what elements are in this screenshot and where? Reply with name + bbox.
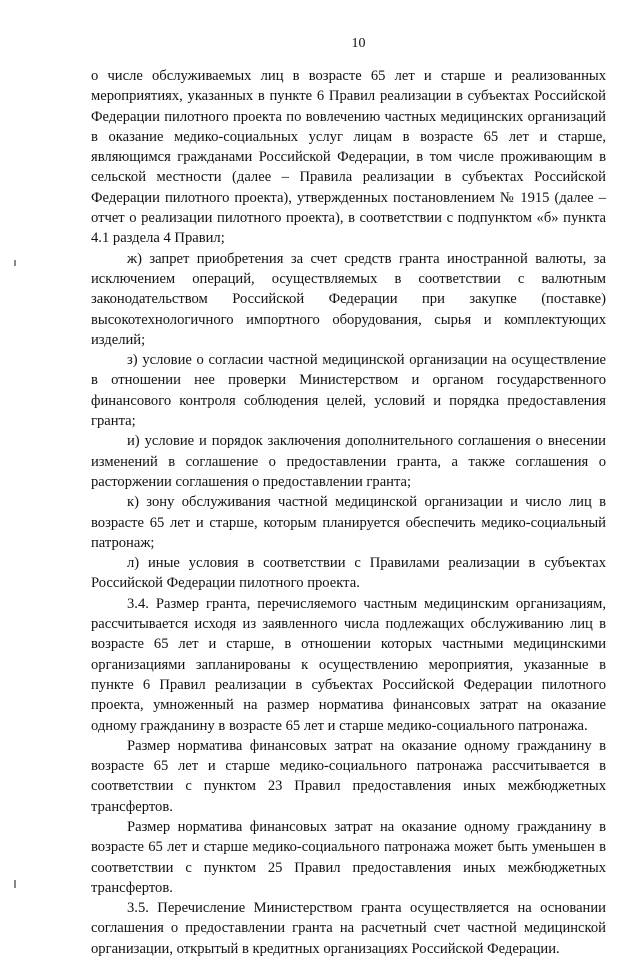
paragraph-item-i: и) условие и порядок заключения дополнительного соглашения о внесении изменений в соглашение о предоставлении гранта, а также соглашения о расторжении соглашения о предоставлении гранта;	[91, 433, 606, 490]
scan-margin-mark	[14, 260, 16, 266]
paragraph-3-4: 3.4. Размер гранта, перечисляемого частным медицинским организациям, рассчитывается исходя из заявленного числа подлежащих обслуживанию лиц в возрасте 65 лет и старше, в отношении которых частными медицинскими организациями запланированы к осуществлению мероприятия, указанные в пункте 6 Правил реализации в субъектах Российской Федерации пилотного проекта, умноженный на размер норматива финансовых затрат на оказание одному гражданину в возрасте 65 лет и старше медико-социального патронажа.	[91, 595, 606, 734]
paragraph-norm-calculation: Размер норматива финансовых затрат на оказание одному гражданину в возрасте 65 лет и старше медико-социального патронажа рассчитывается в соответствии с пунктом 23 Правил предоставления иных межбюджетных трансфертов.	[91, 737, 606, 815]
paragraph-norm-reduction: Размер норматива финансовых затрат на оказание одному гражданину в возрасте 65 лет и старше медико-социального патронажа может быть уменьшен в соответствии с пунктом 25 Правил предоставления иных межбюджетных трансфертов.	[91, 818, 606, 896]
paragraph-3-5: 3.5. Перечисление Министерством гранта осуществляется на основании соглашения о предоставлении гранта на расчетный счет частной медицинской организации, открытый в кредитных организациях Российской Федерации.	[91, 900, 606, 957]
page-number: 10	[351, 36, 366, 51]
paragraph-item-k: к) зону обслуживания частной медицинской организации и число лиц в возрасте 65 лет и старше, которым планируется обеспечить медико-социальный патронаж;	[91, 494, 606, 551]
paragraph-item-zh: ж) запрет приобретения за счет средств гранта иностранной валюты, за исключением операций, осуществляемых в соответствии с валютным законодательством Российской Федерации при закупке (поставке) высокотехнологичного импортного оборудования, сырья и комплектующих изделий;	[91, 250, 606, 348]
scan-margin-mark	[14, 880, 16, 888]
paragraph-continuation: о числе обслуживаемых лиц в возрасте 65 лет и старше и реализованных мероприятиях, указанных в пункте 6 Правил реализации в субъектах Российской Федерации пилотного проекта по вовлечению частных медицинских организаций в оказание медико-социальных услуг лицам в возрасте 65 лет и старше, являющимся гражданами Российской Федерации, в том числе проживающим в сельской местности (далее – Правила реализации в субъектах Российской Федерации пилотного проекта), утвержденных постановлением № 1915 (далее – отчет о реализации пилотного проекта), в соответствии с подпунктом «б» пункта 4.1 раздела 4 Правил;	[91, 68, 606, 247]
paragraph-item-z: з) условие о согласии частной медицинской организации на осуществление в отношении нее проверки Министерством и органом государственного финансового контроля соблюдения целей, условий и порядка предоставления гранта;	[91, 352, 606, 430]
paragraph-item-l: л) иные условия в соответствии с Правилами реализации в субъектах Российской Федерации пилотного проекта.	[91, 555, 606, 592]
